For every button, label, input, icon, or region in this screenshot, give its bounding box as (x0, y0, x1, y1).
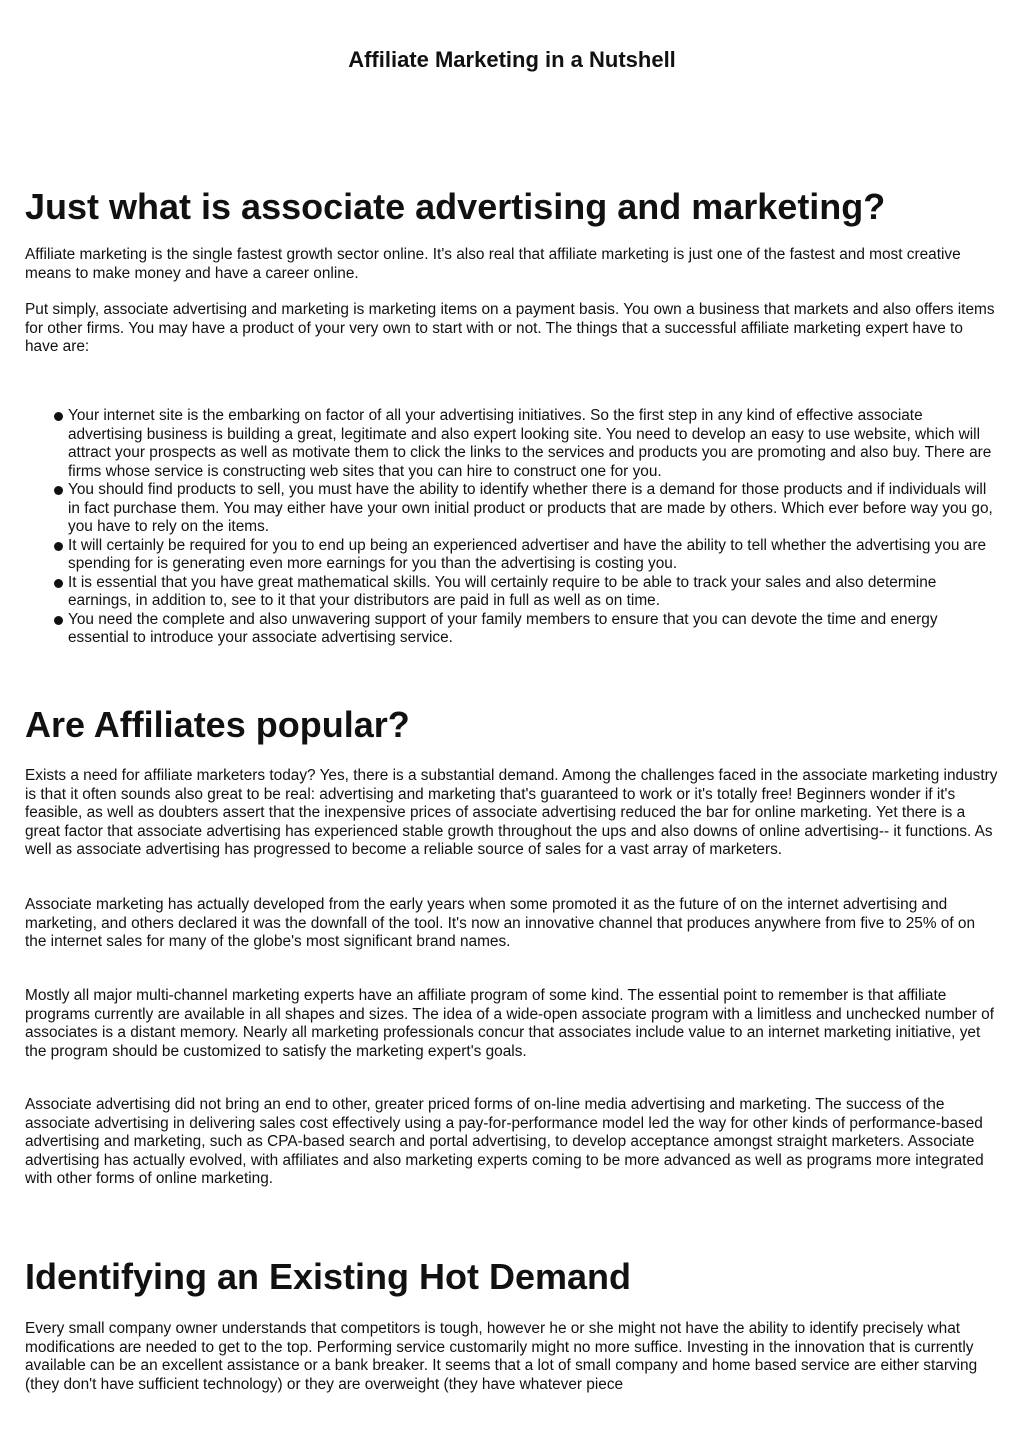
list-item (25, 481, 1000, 537)
paragraph: Every small company owner understands that competitors is tough, however he or she might not have the ability to identify precisely what modifications are needed to get to the top. Performing service customarily might no more suffice. Investing in the innovation that is currently available can be an excellent assistance or a bank breaker. It seems that a lot of small company and home based service are either starving (they don't have sufficient technology) or they are overweight (they have whatever piece (25, 1320, 978, 1393)
list-item-text: It will certainly be required for you to end up being an experienced advertiser and have the ability to tell whether the advertising you are spending for is generating even more earnings for you than the advertising is costing you. (68, 536, 986, 572)
list-item-text: You need the complete and also unwavering support of your family members to ensure that you can devote the time and energy essential to introduce your associate advertising service. (68, 610, 938, 646)
list-item-text: It is essential that you have great mathematical skills. You will certainly require to be able to track your sales and also determine earnings, in addition to, see to it that your distributors are paid in full as well as on time. (68, 573, 937, 609)
bullet-icon (54, 542, 63, 551)
paragraph: Mostly all major multi-channel marketing experts have an affiliate program of some kind. The essential point to remember is that affiliate programs currently are available in all shapes and sizes. The idea of a wide-open associate program with a limitless and unchecked number of associates is a distant memory. Nearly all marketing professionals concur that associates include value to an internet marketing initiative, yet the program should be customized to satisfy the marketing expert's goals. (25, 987, 994, 1060)
list-item (25, 537, 1000, 574)
paragraph: Affiliate marketing is the single fastest growth sector online. It's also real that affiliate marketing is just one of the fastest and most creative means to make money and have a career online. (25, 246, 961, 282)
bullet-icon (54, 579, 63, 588)
paragraph: Exists a need for affiliate marketers today? Yes, there is a substantial demand. Among the challenges faced in the associate marketing industry is that it often sounds also great to be real: advertising and marketing that's guaranteed to work or it's totally free! Beginners wonder if it's feasible, as well as doubters assert that the inexpensive prices of associate advertising reduced the bar for online marketing. Yet there is a great factor that associate advertising has experienced stable growth throughout the ups and also downs of online advertising-- it functions. As well as associate advertising has progressed to become a reliable source of sales for a vast array of marketers. (25, 767, 998, 858)
list-item-text: You should find products to sell, you must have the ability to identify whether there is a demand for those products and if individuals will in fact purchase them. You may either have your own initial product or products that are made by others. Which ever before way you go, you have to rely on the items. (68, 481, 993, 535)
paragraph: Associate marketing has actually developed from the early years when some promoted it as the future of on the internet advertising and marketing, and others declared it was the downfall of the tool. It's now an innovative channel that produces anywhere from five to 25% of on the internet sales for many of the globe's most significant brand names. (25, 896, 976, 950)
paragraph: Associate advertising did not bring an end to other, greater priced forms of on-line media advertising and marketing. The success of the associate advertising in delivering sales cost effectively using a pay-for-performance model led the way for other kinds of performance-based advertising and marketing, such as CPA-based search and portal advertising, to develop acceptance amongst straight marketers. Associate advertising has actually evolved, with affiliates and also marketing experts coming to be more advanced as well as programs more integrated with other forms of online marketing. (25, 1096, 984, 1187)
list-item (25, 407, 1000, 481)
bullet-icon (54, 412, 63, 421)
section-heading-identifying-hot-demand: Identifying an Existing Hot Demand (25, 1256, 632, 1297)
bullet-icon (54, 486, 63, 495)
list-item-text: Your internet site is the embarking on factor of all your advertising initiatives. So the first step in any kind of effective associate advertising business is building a great, legitimate and also expert looking site. You need to develop an easy to use website, which will attract your prospects as well as motivate them to click the links to the services and products you are promoting and also buy. There are firms whose service is constructing web sites that you can hire to construct one for you. (68, 407, 992, 480)
list-item (25, 574, 1000, 611)
section-heading-are-affiliates-popular: Are Affiliates popular? (25, 704, 410, 745)
document-title: Affiliate Marketing in a Nutshell (348, 47, 676, 72)
section-heading-what-is-associate-advertising: Just what is associate advertising and marketing? (25, 186, 886, 227)
bullet-icon (54, 616, 63, 625)
list-item (25, 611, 1000, 648)
paragraph: Put simply, associate advertising and marketing is marketing items on a payment basis. You own a business that markets and also offers items for other firms. You may have a product of your very own to start with or not. The things that a successful affiliate marketing expert have to have are: (25, 301, 995, 355)
bullet-list (25, 407, 1000, 648)
